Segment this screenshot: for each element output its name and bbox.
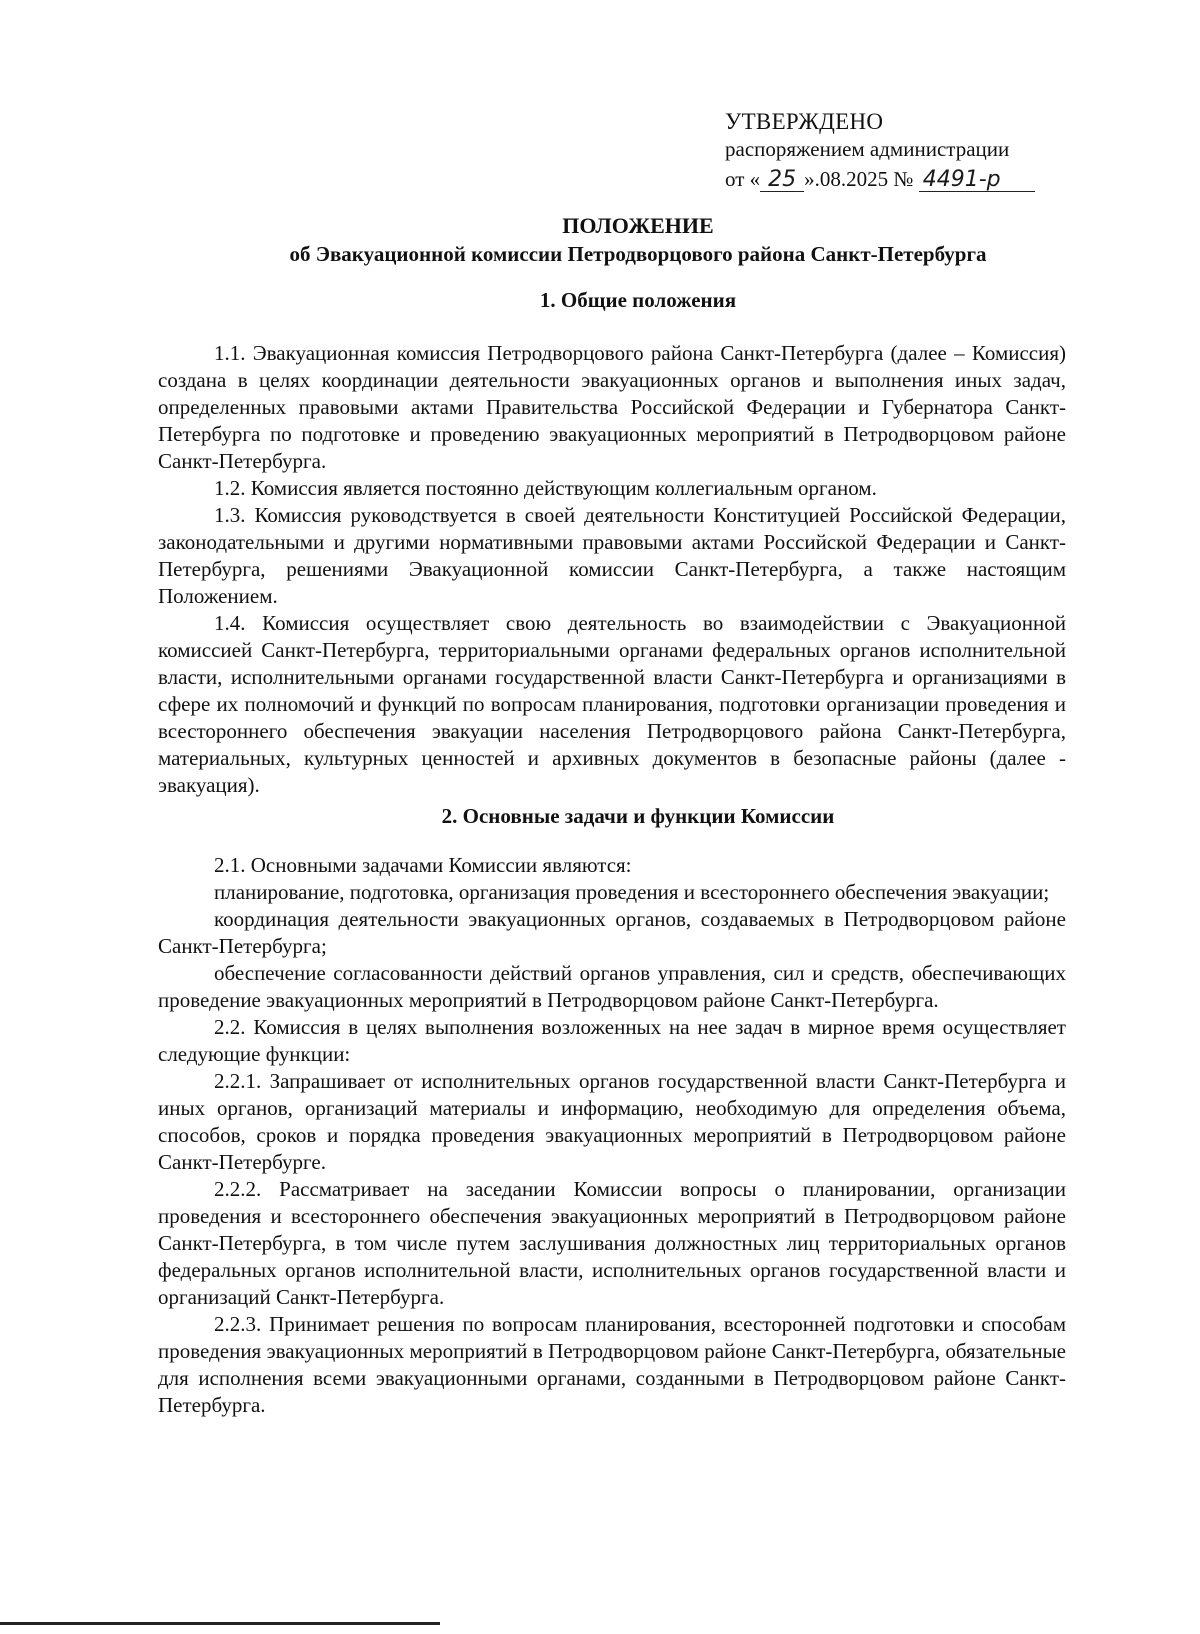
section-2-heading: 2. Основные задачи и функции Комиссии xyxy=(441,804,835,828)
section-1-body xyxy=(158,340,1066,799)
document-title: ПОЛОЖЕНИЕ xyxy=(562,213,714,238)
approval-number-handwritten: 4491-р xyxy=(919,169,1035,192)
task-item-planning: планирование, подготовка, организация проведения и всестороннего обеспечения эвакуации; xyxy=(214,880,1050,904)
approval-date-number xyxy=(725,166,1155,192)
approval-authority: распоряжением администрации xyxy=(725,137,1010,161)
bottom-scan-edge-line xyxy=(0,1622,440,1625)
paragraph-2-1: 2.1. Основными задачами Комиссии являются: xyxy=(214,853,632,877)
paragraph-1-4: 1.4. Комиссия осуществляет свою деятельность во взаимодействии с Эвакуационной комиссией Санкт-Петербурга, территориальными органами федеральных органов исполнительной власти, исполнительными органами государственной власти Санкт-Петербурга и организациями в сфере их полномочий и функций по вопросам планирования, подготовки организации проведения и всестороннего обеспечения эвакуации населения Петродворцового района Санкт-Петербурга, материальных, культурных ценностей и архивных документов в безопасные районы (далее - эвакуация). xyxy=(158,611,1066,797)
approval-block xyxy=(725,108,1155,192)
paragraph-1-2: 1.2. Комиссия является постоянно действующим коллегиальным органом. xyxy=(214,476,877,500)
task-item-coordination: координация деятельности эвакуационных органов, создаваемых в Петродворцовом районе Санкт-Петербурга; xyxy=(158,907,1066,958)
section-2-body xyxy=(158,852,1066,1419)
paragraph-2-2-3: 2.2.3. Принимает решения по вопросам планирования, всесторонней подготовки и способам проведения эвакуационных мероприятий в Петродворцовом районе Санкт-Петербурга, обязательные для исполнения всеми эвакуационными органами, созданными в Петродворцовом районе Санкт-Петербурга. xyxy=(158,1312,1066,1417)
paragraph-2-2: 2.2. Комиссия в целях выполнения возложенных на нее задач в мирное время осуществляет следующие функции: xyxy=(158,1015,1066,1066)
paragraph-1-3: 1.3. Комиссия руководствуется в своей деятельности Конституцией Российской Федерации, законодательными и другими нормативными правовыми актами Российской Федерации и Санкт-Петербурга, решениями Эвакуационной комиссии Санкт-Петербурга, а также настоящим Положением. xyxy=(158,503,1066,608)
task-item-consistency: обеспечение согласованности действий органов управления, сил и средств, обеспечивающих проведение эвакуационных мероприятий в Петродворцовом районе Санкт-Петербурга. xyxy=(158,961,1066,1012)
paragraph-2-2-2: 2.2.2. Рассматривает на заседании Комиссии вопросы о планировании, организации проведения и всестороннего обеспечения эвакуационных мероприятий в Петродворцовом районе Санкт-Петербурга, в том числе путем заслушивания должностных лиц территориальных органов федеральных органов исполнительной власти, исполнительных органов государственной власти и организаций Санкт-Петербурга. xyxy=(158,1177,1066,1309)
section-1-heading: 1. Общие положения xyxy=(539,288,737,312)
approval-title: УТВЕРЖДЕНО xyxy=(725,109,884,134)
approval-from-label: от « xyxy=(725,167,761,191)
paragraph-1-1: 1.1. Эвакуационная комиссия Петродворцового района Санкт-Петербурга (далее – Комиссия) создана в целях координации деятельности эвакуационных органов и выполнения иных задач, определенных правовыми актами Правительства Российской Федерации и Губернатора Санкт-Петербурга по подготовке и проведению эвакуационных мероприятий в Петродворцовом районе Санкт-Петербурга. xyxy=(158,341,1066,473)
document-subtitle: об Эвакуационной комиссии Петродворцового района Санкт-Петербурга xyxy=(289,242,987,266)
paragraph-2-2-1: 2.2.1. Запрашивает от исполнительных органов государственной власти Санкт-Петербурга и иных органов, организаций материалы и информацию, необходимую для определения объема, способов, сроков и порядка проведения эвакуационных мероприятий в Петродворцовом районе Санкт-Петербурге. xyxy=(158,1069,1066,1174)
approval-date-rest: ».08.2025 № xyxy=(804,167,914,191)
approval-day-handwritten: 25 xyxy=(760,169,804,192)
